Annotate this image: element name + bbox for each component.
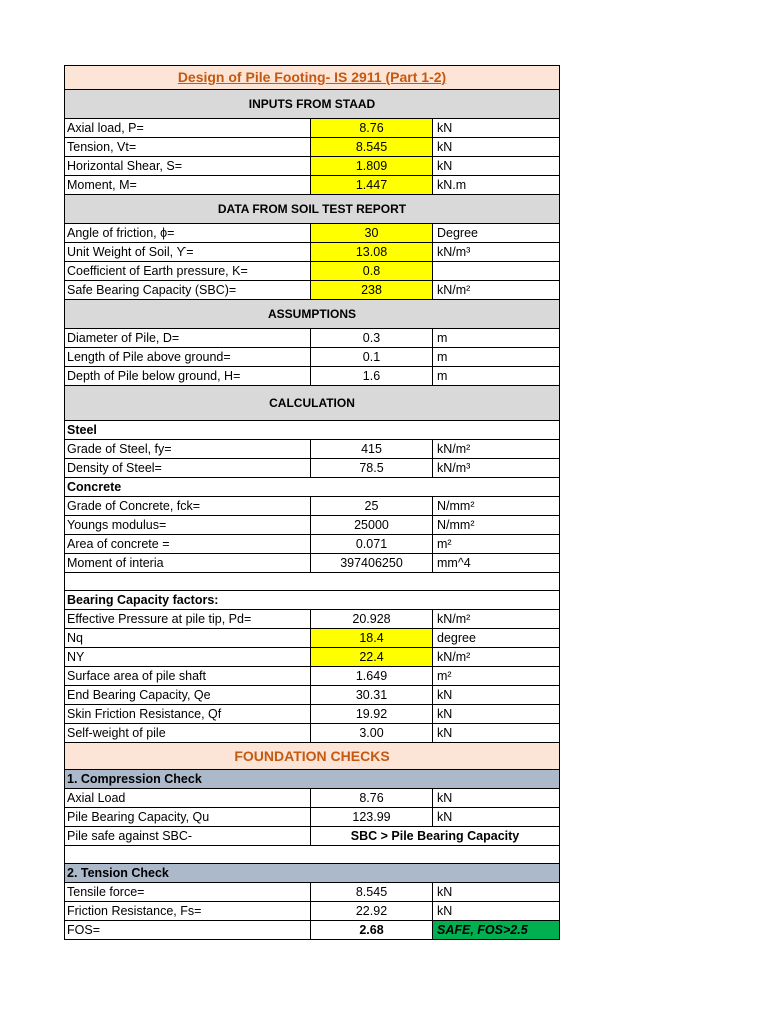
soil-row-unit-weight <box>65 243 560 262</box>
cell-value[interactable]: 238 <box>311 281 433 300</box>
cell-label[interactable]: Moment of interia <box>65 554 311 573</box>
section-header-inputs <box>65 90 560 119</box>
cell-unit[interactable]: kN <box>433 138 560 157</box>
cell-unit[interactable]: kN <box>433 157 560 176</box>
section-header-calculation <box>65 386 560 421</box>
cell-value[interactable]: 8.76 <box>311 789 433 808</box>
cell-label[interactable]: Pile safe against SBC- <box>65 827 311 846</box>
tension-row-tensile-force <box>65 883 560 902</box>
cell-unit[interactable]: mm^4 <box>433 554 560 573</box>
cell-value[interactable]: 25000 <box>311 516 433 535</box>
cell-unit[interactable] <box>433 262 560 281</box>
concrete-row-moment-of-inertia <box>65 554 560 573</box>
cell-value[interactable]: 0.8 <box>311 262 433 281</box>
cell-value[interactable]: 22.92 <box>311 902 433 921</box>
cell-unit[interactable]: degree <box>433 629 560 648</box>
blank-cell[interactable] <box>65 573 560 591</box>
soil-row-angle-of-friction <box>65 224 560 243</box>
cell-label[interactable]: Horizontal Shear, S= <box>65 157 311 176</box>
cell-label[interactable]: Angle of friction, ϕ= <box>65 224 311 243</box>
fos-value[interactable]: 2.68 <box>311 921 433 940</box>
cell-unit[interactable]: kN/m³ <box>433 459 560 478</box>
bearing-row-effective-pressure <box>65 610 560 629</box>
assumption-row-length-above <box>65 348 560 367</box>
cell-unit[interactable]: m <box>433 348 560 367</box>
cell-value[interactable]: 1.447 <box>311 176 433 195</box>
subheading-steel-row <box>65 421 560 440</box>
compression-row-axial-load <box>65 789 560 808</box>
cell-label[interactable]: Axial Load <box>65 789 311 808</box>
concrete-row-youngs-modulus <box>65 516 560 535</box>
subheading-concrete-row <box>65 478 560 497</box>
bearing-row-surface-area <box>65 667 560 686</box>
sbc-result[interactable]: SBC > Pile Bearing Capacity <box>311 827 560 846</box>
cell-label[interactable]: Youngs modulus= <box>65 516 311 535</box>
bearing-row-end-bearing <box>65 686 560 705</box>
cell-value[interactable]: 8.76 <box>311 119 433 138</box>
input-row-horizontal-shear <box>65 157 560 176</box>
concrete-row-grade <box>65 497 560 516</box>
bearing-row-self-weight <box>65 724 560 743</box>
cell-unit[interactable]: kN.m <box>433 176 560 195</box>
blank-cell[interactable] <box>65 846 560 864</box>
steel-row-grade <box>65 440 560 459</box>
cell-label[interactable]: Nq <box>65 629 311 648</box>
cell-value[interactable]: 8.545 <box>311 138 433 157</box>
soil-row-earth-pressure <box>65 262 560 281</box>
cell-unit[interactable]: kN/m² <box>433 281 560 300</box>
cell-unit[interactable]: m² <box>433 535 560 554</box>
tension-check-heading[interactable]: 2. Tension Check <box>65 864 560 883</box>
cell-unit[interactable]: kN <box>433 686 560 705</box>
cell-value[interactable]: 30 <box>311 224 433 243</box>
inputs-header: INPUTS FROM STAAD <box>65 90 560 119</box>
input-row-moment <box>65 176 560 195</box>
compression-row-sbc-result <box>65 827 560 846</box>
cell-value[interactable]: 25 <box>311 497 433 516</box>
cell-unit[interactable]: kN <box>433 883 560 902</box>
cell-label[interactable]: Grade of Concrete, fck= <box>65 497 311 516</box>
blank-row <box>65 846 560 864</box>
cell-value[interactable]: 397406250 <box>311 554 433 573</box>
cell-label[interactable]: Unit Weight of Soil, ϒ= <box>65 243 311 262</box>
cell-label[interactable]: Effective Pressure at pile tip, Pd= <box>65 610 311 629</box>
sheet-title: Design of Pile Footing- IS 2911 (Part 1-2) <box>65 66 560 90</box>
steel-row-density <box>65 459 560 478</box>
cell-value[interactable]: 1.6 <box>311 367 433 386</box>
subheading-steel[interactable]: Steel <box>65 421 560 440</box>
cell-label[interactable]: Tension, Vt= <box>65 138 311 157</box>
compression-check-heading-row <box>65 770 560 789</box>
compression-check-heading[interactable]: 1. Compression Check <box>65 770 560 789</box>
cell-value[interactable]: 0.1 <box>311 348 433 367</box>
cell-unit[interactable]: m <box>433 367 560 386</box>
cell-label[interactable]: NY <box>65 648 311 667</box>
cell-value[interactable]: 1.809 <box>311 157 433 176</box>
cell-label[interactable]: Moment, M= <box>65 176 311 195</box>
fos-status-badge[interactable]: SAFE, FOS>2.5 <box>433 921 560 940</box>
cell-label[interactable]: Self-weight of pile <box>65 724 311 743</box>
subheading-bearing-row <box>65 591 560 610</box>
cell-label[interactable]: Coefficient of Earth pressure, K= <box>65 262 311 281</box>
cell-unit[interactable]: N/mm² <box>433 516 560 535</box>
cell-label[interactable]: Grade of Steel, fy= <box>65 440 311 459</box>
cell-unit[interactable]: N/mm² <box>433 497 560 516</box>
cell-label[interactable]: Length of Pile above ground= <box>65 348 311 367</box>
cell-label[interactable]: Friction Resistance, Fs= <box>65 902 311 921</box>
cell-value[interactable]: 13.08 <box>311 243 433 262</box>
cell-value[interactable]: 8.545 <box>311 883 433 902</box>
cell-value[interactable]: 22.4 <box>311 648 433 667</box>
pile-footing-sheet <box>64 65 560 940</box>
cell-unit[interactable]: kN <box>433 902 560 921</box>
blank-row <box>65 573 560 591</box>
cell-unit[interactable]: kN/m² <box>433 648 560 667</box>
cell-unit[interactable]: kN <box>433 705 560 724</box>
cell-label[interactable]: Depth of Pile below ground, H= <box>65 367 311 386</box>
cell-unit[interactable]: m² <box>433 667 560 686</box>
section-header-soil <box>65 195 560 224</box>
subheading-bearing[interactable]: Bearing Capacity factors: <box>65 591 560 610</box>
foundation-checks-header: FOUNDATION CHECKS <box>65 743 560 770</box>
tension-row-fos <box>65 921 560 940</box>
cell-label[interactable]: Axial load, P= <box>65 119 311 138</box>
cell-value[interactable]: 0.071 <box>311 535 433 554</box>
cell-label[interactable]: Diameter of Pile, D= <box>65 329 311 348</box>
subheading-concrete[interactable]: Concrete <box>65 478 560 497</box>
cell-label[interactable]: Area of concrete = <box>65 535 311 554</box>
calculation-header: CALCULATION <box>65 386 560 421</box>
cell-unit[interactable]: kN <box>433 119 560 138</box>
cell-unit[interactable]: m <box>433 329 560 348</box>
input-row-axial-load <box>65 119 560 138</box>
cell-value[interactable]: 415 <box>311 440 433 459</box>
assumption-row-depth-below <box>65 367 560 386</box>
section-header-assumptions <box>65 300 560 329</box>
cell-value[interactable]: 19.92 <box>311 705 433 724</box>
compression-row-pile-capacity <box>65 808 560 827</box>
cell-value[interactable]: 1.649 <box>311 667 433 686</box>
cell-unit[interactable]: Degree <box>433 224 560 243</box>
cell-label[interactable]: Safe Bearing Capacity (SBC)= <box>65 281 311 300</box>
cell-label[interactable]: Skin Friction Resistance, Qf <box>65 705 311 724</box>
sheet-title-row <box>65 66 560 90</box>
cell-unit[interactable]: kN/m² <box>433 440 560 459</box>
concrete-row-area <box>65 535 560 554</box>
cell-label[interactable]: Surface area of pile shaft <box>65 667 311 686</box>
cell-label[interactable]: End Bearing Capacity, Qe <box>65 686 311 705</box>
cell-value[interactable]: 78.5 <box>311 459 433 478</box>
tension-check-heading-row <box>65 864 560 883</box>
cell-label[interactable]: FOS= <box>65 921 311 940</box>
cell-value[interactable]: 18.4 <box>311 629 433 648</box>
assumption-row-diameter <box>65 329 560 348</box>
cell-value[interactable]: 3.00 <box>311 724 433 743</box>
cell-unit[interactable]: kN <box>433 724 560 743</box>
bearing-row-skin-friction <box>65 705 560 724</box>
cell-unit[interactable]: kN/m³ <box>433 243 560 262</box>
cell-value[interactable]: 0.3 <box>311 329 433 348</box>
cell-unit[interactable]: kN/m² <box>433 610 560 629</box>
soil-row-sbc <box>65 281 560 300</box>
section-header-foundation-checks <box>65 743 560 770</box>
tension-row-friction-resistance <box>65 902 560 921</box>
cell-value[interactable]: 123.99 <box>311 808 433 827</box>
cell-label[interactable]: Density of Steel= <box>65 459 311 478</box>
bearing-row-nq <box>65 629 560 648</box>
input-row-tension <box>65 138 560 157</box>
cell-unit[interactable]: kN <box>433 789 560 808</box>
soil-header: DATA FROM SOIL TEST REPORT <box>65 195 560 224</box>
bearing-row-ny <box>65 648 560 667</box>
cell-label[interactable]: Tensile force= <box>65 883 311 902</box>
assumptions-header: ASSUMPTIONS <box>65 300 560 329</box>
cell-value[interactable]: 20.928 <box>311 610 433 629</box>
cell-unit[interactable]: kN <box>433 808 560 827</box>
cell-value[interactable]: 30.31 <box>311 686 433 705</box>
cell-label[interactable]: Pile Bearing Capacity, Qu <box>65 808 311 827</box>
